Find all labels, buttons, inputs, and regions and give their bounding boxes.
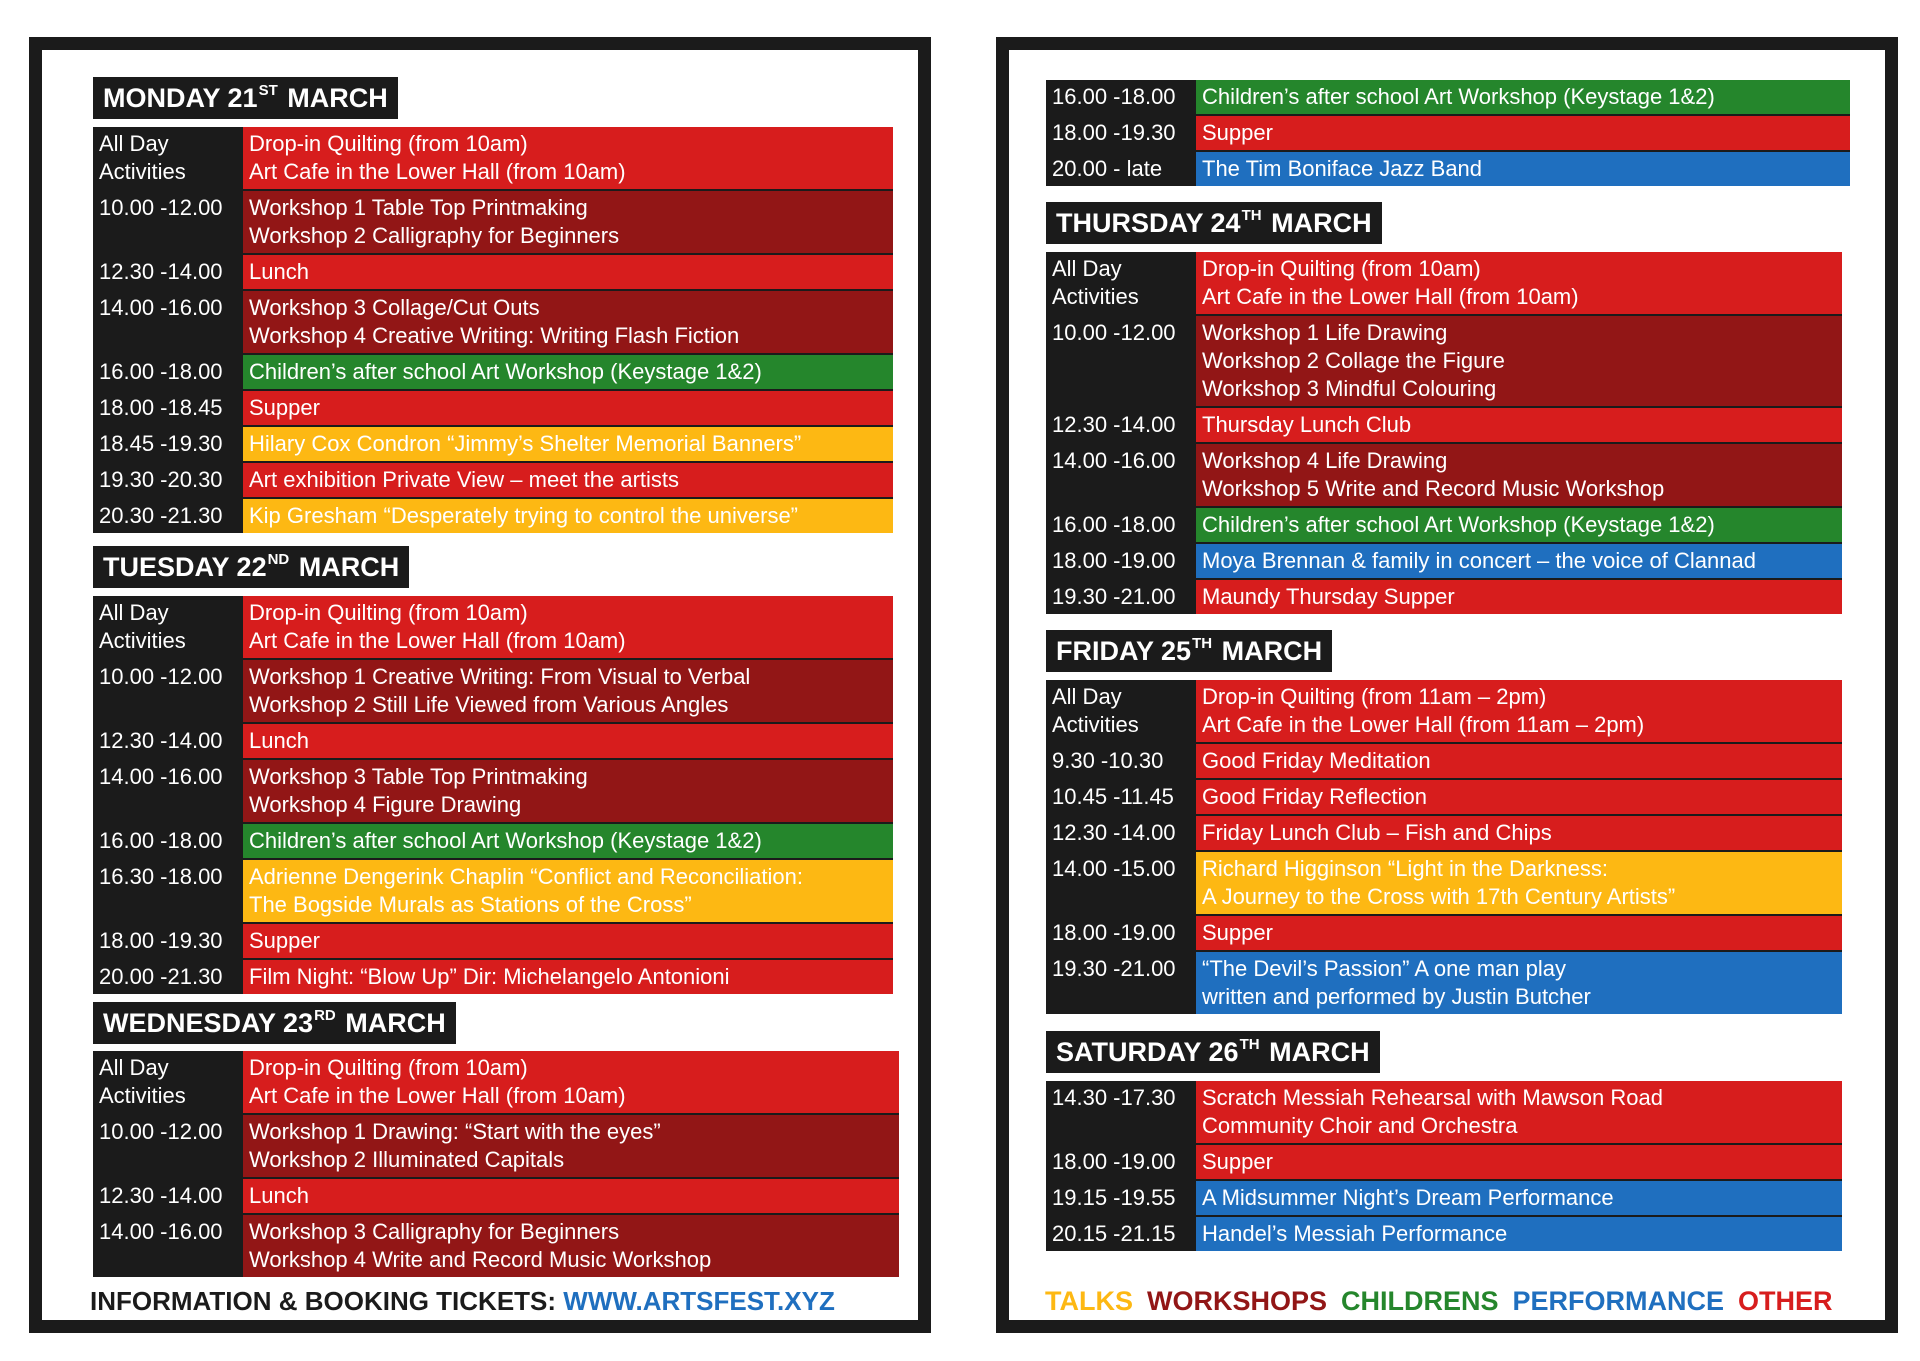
time-slot: 9.30 -10.30 xyxy=(1046,744,1194,778)
schedule-row xyxy=(93,860,893,924)
activity-line: Drop-in Quilting (from 10am) xyxy=(1202,256,1481,281)
activity-line: Art Cafe in the Lower Hall (from 10am) xyxy=(249,628,626,653)
schedule-row xyxy=(1046,1081,1842,1145)
legend-item: PERFORMANCE xyxy=(1512,1286,1725,1316)
schedule-row xyxy=(93,191,893,255)
activity-cell xyxy=(241,924,893,958)
schedule-row xyxy=(1046,408,1842,444)
activity-line: Workshop 2 Calligraphy for Beginners xyxy=(249,223,620,248)
time-slot: 19.30 -20.30 xyxy=(93,463,241,497)
schedule-row xyxy=(93,391,893,427)
day-header-month: MARCH xyxy=(298,552,400,582)
activity-cell xyxy=(241,1215,899,1277)
schedule-row xyxy=(93,1051,899,1115)
legend-item: OTHER xyxy=(1738,1286,1833,1316)
activity-line: Children’s after school Art Workshop (Keystage 1&2) xyxy=(249,359,762,384)
activity-line: Lunch xyxy=(249,1183,309,1208)
activity-line: Workshop 4 Figure Drawing xyxy=(249,792,522,817)
day-header-thursday xyxy=(1046,202,1382,244)
activity-line: Supper xyxy=(1202,920,1273,945)
activity-cell xyxy=(241,860,893,922)
activity-line: Art exhibition Private View – meet the artists xyxy=(249,467,680,492)
activity-line: Workshop 4 Write and Record Music Workshop xyxy=(249,1247,712,1272)
time-slot: 18.00 -19.30 xyxy=(93,924,241,958)
color-legend xyxy=(1045,1286,1847,1317)
time-slot: 10.45 -11.45 xyxy=(1046,780,1194,814)
activity-line: Drop-in Quilting (from 10am) xyxy=(249,600,528,625)
activity-line: Supper xyxy=(249,395,320,420)
schedule-row xyxy=(93,660,893,724)
activity-cell xyxy=(1194,444,1842,506)
time-slot: 19.30 -21.00 xyxy=(1046,952,1194,1014)
activity-line: Children’s after school Art Workshop (Keystage 1&2) xyxy=(249,828,762,853)
time-slot: All Day Activities xyxy=(93,596,241,658)
time-slot: 14.00 -16.00 xyxy=(1046,444,1194,506)
time-slot: 19.30 -21.00 xyxy=(1046,580,1194,614)
schedule-row xyxy=(93,127,893,191)
activity-cell xyxy=(241,760,893,822)
activity-cell xyxy=(241,499,893,533)
activity-line: Workshop 2 Collage the Figure xyxy=(1202,348,1505,373)
time-slot: 18.00 -18.45 xyxy=(93,391,241,425)
time-slot: 18.00 -19.00 xyxy=(1046,916,1194,950)
time-slot: 12.30 -14.00 xyxy=(93,1179,241,1213)
time-slot: 14.00 -15.00 xyxy=(1046,852,1194,914)
activity-line: Workshop 4 Creative Writing: Writing Flash Fiction xyxy=(249,323,740,348)
schedule-wednesday xyxy=(93,1051,899,1277)
time-slot: All Day Activities xyxy=(93,1051,241,1113)
schedule-row xyxy=(93,760,893,824)
activity-line: Drop-in Quilting (from 10am) xyxy=(249,1055,528,1080)
activity-cell xyxy=(241,391,893,425)
day-header-suffix: TH xyxy=(1241,207,1262,224)
activity-cell xyxy=(1194,580,1842,614)
schedule-saturday xyxy=(1046,1081,1842,1251)
time-slot: 14.30 -17.30 xyxy=(1046,1081,1194,1143)
day-header-weekday: WEDNESDAY 23 xyxy=(103,1008,314,1038)
activity-line: Moya Brennan & family in concert – the voice of Clannad xyxy=(1202,548,1756,573)
activity-line: Thursday Lunch Club xyxy=(1202,412,1412,437)
schedule-row xyxy=(1046,152,1850,186)
activity-line: Supper xyxy=(1202,1149,1273,1174)
activity-cell xyxy=(241,427,893,461)
activity-cell xyxy=(1194,1081,1842,1143)
activity-cell xyxy=(241,724,893,758)
activity-line: Workshop 3 Table Top Printmaking xyxy=(249,764,588,789)
activity-line: Workshop 3 Mindful Colouring xyxy=(1202,376,1497,401)
right-page xyxy=(996,37,1898,1333)
schedule-row xyxy=(1046,252,1842,316)
activity-line: Adrienne Dengerink Chaplin “Conflict and Reconciliation: xyxy=(249,864,803,889)
schedule-row xyxy=(93,499,893,533)
day-header-saturday xyxy=(1046,1031,1380,1073)
day-header-month: MARCH xyxy=(1221,636,1323,666)
day-header-weekday: FRIDAY 25 xyxy=(1056,636,1192,666)
schedule-row xyxy=(93,960,893,994)
time-slot: 14.00 -16.00 xyxy=(93,760,241,822)
schedule-row xyxy=(93,1179,899,1215)
activity-cell xyxy=(1194,780,1842,814)
activity-line: Good Friday Reflection xyxy=(1202,784,1427,809)
schedule-row xyxy=(93,596,893,660)
schedule-row xyxy=(1046,544,1842,580)
activity-line: Maundy Thursday Supper xyxy=(1202,584,1455,609)
time-slot: 10.00 -12.00 xyxy=(93,191,241,253)
time-slot: 19.15 -19.55 xyxy=(1046,1181,1194,1215)
activity-line: A Midsummer Night’s Dream Performance xyxy=(1202,1185,1614,1210)
schedule-friday xyxy=(1046,680,1842,1014)
activity-cell xyxy=(1194,744,1842,778)
time-slot: 10.00 -12.00 xyxy=(93,1115,241,1177)
day-header-suffix: TH xyxy=(1192,635,1213,652)
activity-cell xyxy=(241,1179,899,1213)
activity-line: Workshop 1 Life Drawing xyxy=(1202,320,1448,345)
left-page xyxy=(29,37,931,1333)
time-slot: 18.00 -19.00 xyxy=(1046,1145,1194,1179)
schedule-row xyxy=(93,824,893,860)
activity-line: Art Cafe in the Lower Hall (from 10am) xyxy=(1202,284,1579,309)
day-header-tuesday xyxy=(93,546,409,588)
schedule-row xyxy=(1046,444,1842,508)
schedule-tuesday xyxy=(93,596,893,994)
schedule-thursday xyxy=(1046,252,1842,614)
schedule-row xyxy=(93,463,893,499)
activity-cell xyxy=(241,824,893,858)
activity-line: Workshop 1 Table Top Printmaking xyxy=(249,195,588,220)
schedule-row xyxy=(1046,852,1842,916)
activity-line: Lunch xyxy=(249,259,309,284)
time-slot: 16.00 -18.00 xyxy=(93,824,241,858)
activity-line: Lunch xyxy=(249,728,309,753)
activity-cell xyxy=(1194,680,1842,742)
activity-cell xyxy=(1194,408,1842,442)
time-slot: 10.00 -12.00 xyxy=(1046,316,1194,406)
activity-line: Workshop 2 Illuminated Capitals xyxy=(249,1147,565,1172)
day-header-suffix: TH xyxy=(1239,1036,1260,1053)
activity-cell xyxy=(241,1115,899,1177)
activity-cell xyxy=(1194,544,1842,578)
activity-cell xyxy=(1194,816,1842,850)
activity-line: Workshop 1 Creative Writing: From Visual to Verbal xyxy=(249,664,751,689)
activity-cell xyxy=(1194,1181,1842,1215)
schedule-row xyxy=(1046,780,1842,816)
activity-line: Workshop 3 Collage/Cut Outs xyxy=(249,295,540,320)
schedule-row xyxy=(93,724,893,760)
day-header-weekday: SATURDAY 26 xyxy=(1056,1037,1239,1067)
schedule-row xyxy=(1046,1181,1842,1217)
day-header-wednesday xyxy=(93,1002,456,1044)
time-slot: 20.15 -21.15 xyxy=(1046,1217,1194,1251)
activity-line: Workshop 5 Write and Record Music Workshop xyxy=(1202,476,1665,501)
booking-info xyxy=(90,1286,835,1317)
activity-line: Workshop 3 Calligraphy for Beginners xyxy=(249,1219,620,1244)
activity-line: Film Night: “Blow Up” Dir: Michelangelo Antonioni xyxy=(249,964,730,989)
activity-cell xyxy=(1194,916,1842,950)
day-header-month: MARCH xyxy=(1271,208,1372,238)
schedule-row xyxy=(1046,916,1842,952)
day-header-weekday: MONDAY 21 xyxy=(103,83,258,113)
day-header-suffix: ST xyxy=(258,82,278,99)
activity-line: Community Choir and Orchestra xyxy=(1202,1113,1518,1138)
time-slot: 14.00 -16.00 xyxy=(93,291,241,353)
activity-cell xyxy=(241,191,893,253)
activity-line: Workshop 1 Drawing: “Start with the eyes” xyxy=(249,1119,661,1144)
schedule-row xyxy=(1046,580,1842,614)
activity-cell xyxy=(1194,252,1842,314)
activity-line: Good Friday Meditation xyxy=(1202,748,1431,773)
schedule-row xyxy=(1046,744,1842,780)
schedule-row xyxy=(1046,80,1850,116)
time-slot: 18.00 -19.30 xyxy=(1046,116,1194,150)
day-header-month: MARCH xyxy=(1269,1037,1370,1067)
activity-line: “The Devil’s Passion” A one man play xyxy=(1202,956,1566,981)
activity-line: A Journey to the Cross with 17th Century Artists” xyxy=(1202,884,1676,909)
activity-line: Workshop 4 Life Drawing xyxy=(1202,448,1448,473)
time-slot: 16.00 -18.00 xyxy=(1046,508,1194,542)
time-slot: 12.30 -14.00 xyxy=(1046,408,1194,442)
activity-cell xyxy=(1194,316,1842,406)
activity-line: Art Cafe in the Lower Hall (from 10am) xyxy=(249,1083,626,1108)
schedule-row xyxy=(93,355,893,391)
day-header-weekday: TUESDAY 22 xyxy=(103,552,267,582)
legend-item: CHILDRENS xyxy=(1341,1286,1499,1316)
activity-cell xyxy=(241,660,893,722)
day-header-friday xyxy=(1046,630,1332,672)
schedule-row xyxy=(93,255,893,291)
time-slot: 14.00 -16.00 xyxy=(93,1215,241,1277)
schedule-row xyxy=(93,924,893,960)
activity-line: Supper xyxy=(1202,120,1273,145)
legend-item: TALKS xyxy=(1045,1286,1133,1316)
time-slot: All Day Activities xyxy=(1046,680,1194,742)
schedule-row xyxy=(93,1215,899,1277)
schedule-row xyxy=(1046,316,1842,408)
activity-line: written and performed by Justin Butcher xyxy=(1202,984,1591,1009)
activity-cell xyxy=(241,355,893,389)
legend-item: WORKSHOPS xyxy=(1147,1286,1328,1316)
activity-cell xyxy=(241,596,893,658)
activity-line: Kip Gresham “Desperately trying to control the universe” xyxy=(249,503,799,528)
activity-line: The Tim Boniface Jazz Band xyxy=(1202,156,1483,181)
activity-line: Richard Higginson “Light in the Darkness: xyxy=(1202,856,1608,881)
day-header-month: MARCH xyxy=(345,1008,446,1038)
time-slot: 20.00 -21.30 xyxy=(93,960,241,994)
time-slot: 16.30 -18.00 xyxy=(93,860,241,922)
time-slot: 12.30 -14.00 xyxy=(93,724,241,758)
schedule-monday xyxy=(93,127,893,533)
activity-line: Supper xyxy=(249,928,320,953)
activity-line: Children’s after school Art Workshop (Keystage 1&2) xyxy=(1202,512,1715,537)
activity-cell xyxy=(241,463,893,497)
schedule-row xyxy=(1046,816,1842,852)
activity-cell xyxy=(241,255,893,289)
day-header-weekday: THURSDAY 24 xyxy=(1056,208,1241,238)
time-slot: 20.30 -21.30 xyxy=(93,499,241,533)
activity-cell xyxy=(1194,152,1850,186)
time-slot: 16.00 -18.00 xyxy=(1046,80,1194,114)
time-slot: 20.00 - late xyxy=(1046,152,1194,186)
activity-line: Friday Lunch Club – Fish and Chips xyxy=(1202,820,1552,845)
time-slot: 16.00 -18.00 xyxy=(93,355,241,389)
time-slot: 10.00 -12.00 xyxy=(93,660,241,722)
day-header-monday xyxy=(93,77,398,119)
activity-line: Drop-in Quilting (from 10am) xyxy=(249,131,528,156)
schedule-row xyxy=(1046,116,1850,152)
activity-line: Hilary Cox Condron “Jimmy’s Shelter Memorial Banners” xyxy=(249,431,802,456)
activity-cell xyxy=(241,291,893,353)
activity-line: The Bogside Murals as Stations of the Cross” xyxy=(249,892,692,917)
time-slot: All Day Activities xyxy=(1046,252,1194,314)
time-slot: 18.00 -19.00 xyxy=(1046,544,1194,578)
day-header-suffix: ND xyxy=(267,551,290,568)
schedule-row xyxy=(93,427,893,463)
activity-cell xyxy=(1194,852,1842,914)
schedule-row xyxy=(1046,952,1842,1014)
activity-cell xyxy=(1194,508,1842,542)
time-slot: 12.30 -14.00 xyxy=(1046,816,1194,850)
day-header-suffix: RD xyxy=(314,1007,336,1024)
activity-line: Art Cafe in the Lower Hall (from 11am – 2pm) xyxy=(1202,712,1645,737)
time-slot: All Day Activities xyxy=(93,127,241,189)
booking-url-link[interactable]: WWW.ARTSFEST.XYZ xyxy=(563,1286,835,1316)
booking-label: INFORMATION & BOOKING TICKETS: xyxy=(90,1286,557,1316)
schedule-row xyxy=(1046,508,1842,544)
activity-cell xyxy=(1194,116,1850,150)
activity-line: Workshop 2 Still Life Viewed from Various Angles xyxy=(249,692,729,717)
time-slot: 12.30 -14.00 xyxy=(93,255,241,289)
schedule-row xyxy=(93,1115,899,1179)
schedule-row xyxy=(1046,1217,1842,1251)
activity-cell xyxy=(1194,1145,1842,1179)
activity-cell xyxy=(1194,80,1850,114)
activity-line: Children’s after school Art Workshop (Keystage 1&2) xyxy=(1202,84,1715,109)
activity-cell xyxy=(1194,952,1842,1014)
schedule-row xyxy=(1046,1145,1842,1181)
schedule-wednesday-continued xyxy=(1046,80,1850,186)
activity-cell xyxy=(1194,1217,1842,1251)
activity-line: Scratch Messiah Rehearsal with Mawson Road xyxy=(1202,1085,1663,1110)
time-slot: 18.45 -19.30 xyxy=(93,427,241,461)
day-header-month: MARCH xyxy=(287,83,388,113)
schedule-row xyxy=(93,291,893,355)
activity-cell xyxy=(241,960,893,994)
activity-line: Art Cafe in the Lower Hall (from 10am) xyxy=(249,159,626,184)
activity-cell xyxy=(241,1051,899,1113)
activity-cell xyxy=(241,127,893,189)
activity-line: Handel’s Messiah Performance xyxy=(1202,1221,1508,1246)
activity-line: Drop-in Quilting (from 11am – 2pm) xyxy=(1202,684,1547,709)
schedule-row xyxy=(1046,680,1842,744)
